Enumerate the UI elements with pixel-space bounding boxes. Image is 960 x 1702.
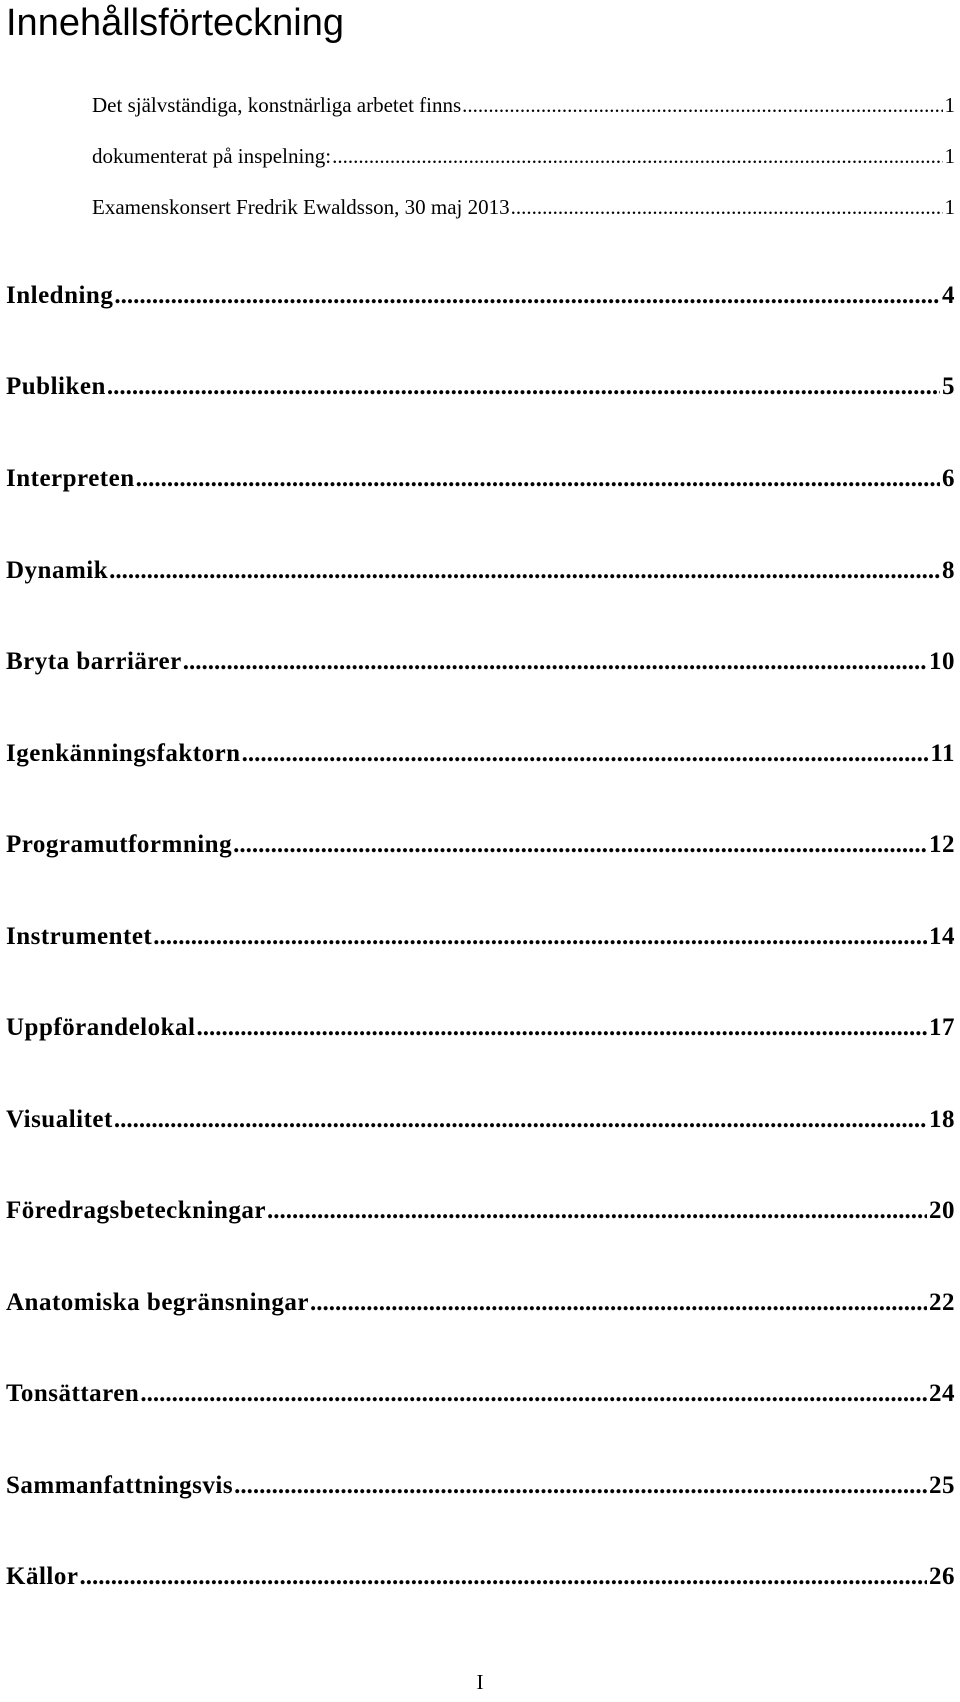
page-number: I: [476, 1670, 484, 1694]
toc-entry-title: Programutformning: [6, 831, 233, 858]
toc-entry-title: Igenkänningsfaktorn: [6, 740, 241, 767]
toc-entry-page: 14: [929, 923, 955, 950]
toc-entry[interactable]: [6, 921, 955, 953]
toc-dot-leader: [136, 463, 940, 495]
toc-dot-leader: [140, 1378, 927, 1410]
toc-dot-leader: [462, 91, 942, 119]
toc-entry-title: Uppförandelokal: [6, 1014, 196, 1041]
toc-entry[interactable]: [6, 1378, 955, 1410]
toc-entry-page: 22: [929, 1289, 955, 1316]
toc-entry-page: 17: [929, 1014, 955, 1041]
toc-entry[interactable]: [6, 371, 955, 403]
toc-entry[interactable]: [6, 738, 955, 770]
toc-dot-leader: [310, 1287, 927, 1319]
toc-heading: Innehållsförteckning: [6, 2, 344, 44]
toc-entry-title: Föredragsbeteckningar: [6, 1197, 267, 1224]
toc-entry-page: 4: [942, 282, 955, 309]
toc-dot-leader: [233, 829, 927, 861]
toc-dot-leader: [153, 921, 927, 953]
toc-entry-title: dokumenterat på inspelning:: [92, 144, 332, 168]
toc-entry[interactable]: [6, 1012, 955, 1044]
toc-entry-page: 20: [929, 1197, 955, 1224]
toc-entry-page: 26: [929, 1563, 955, 1590]
toc-dot-leader: [79, 1561, 927, 1593]
toc-dot-leader: [114, 1104, 927, 1136]
toc-entry-title: Instrumentet: [6, 923, 153, 950]
toc-entry-title: Examenskonsert Fredrik Ewaldsson, 30 maj 2013: [92, 195, 510, 219]
toc-entry-title: Visualitet: [6, 1106, 113, 1133]
toc-entry-title: Bryta barriärer: [6, 648, 182, 675]
toc-entry[interactable]: [6, 1195, 955, 1227]
toc-entry[interactable]: [6, 555, 955, 587]
toc-entry-page: 8: [942, 557, 955, 584]
toc-entry-title: Tonsättaren: [6, 1380, 140, 1407]
toc-entry[interactable]: [6, 1561, 955, 1593]
toc-entry[interactable]: [6, 646, 955, 678]
toc-entry-page: 24: [929, 1380, 955, 1407]
toc-dot-leader: [196, 1012, 927, 1044]
toc-entry-title: Anatomiska begränsningar: [6, 1289, 310, 1316]
toc-entry[interactable]: [6, 1104, 955, 1136]
toc-dot-leader: [267, 1195, 927, 1227]
toc-entry[interactable]: [6, 1470, 955, 1502]
toc-entry[interactable]: [6, 463, 955, 495]
toc-entry[interactable]: [6, 280, 955, 312]
toc-entry-title: Publiken: [6, 373, 106, 400]
toc-entry[interactable]: [92, 142, 955, 170]
toc-dot-leader: [109, 555, 940, 587]
toc-entry-page: 1: [944, 144, 955, 168]
toc-entry-page: 1: [944, 93, 955, 117]
toc-dot-leader: [234, 1470, 927, 1502]
toc-entry-page: 1: [944, 195, 955, 219]
toc-entry-page: 10: [929, 648, 955, 675]
toc-entry-title: Inledning: [6, 282, 114, 309]
toc-entry-title: Interpreten: [6, 465, 135, 492]
toc-entry-title: Sammanfattningsvis: [6, 1472, 234, 1499]
toc-entry-title: Dynamik: [6, 557, 109, 584]
toc-entry[interactable]: [92, 91, 955, 119]
toc-dot-leader: [183, 646, 927, 678]
toc-dot-leader: [242, 738, 929, 770]
toc-entry[interactable]: [92, 193, 955, 221]
toc-dot-leader: [511, 193, 943, 221]
toc-entry-page: 6: [942, 465, 955, 492]
toc-entry-page: 5: [942, 373, 955, 400]
toc-dot-leader: [332, 142, 942, 170]
toc-entry-page: 12: [929, 831, 955, 858]
toc-entry-page: 11: [930, 740, 955, 767]
toc-entry[interactable]: [6, 1287, 955, 1319]
toc-entry-title: Det självständiga, konstnärliga arbetet finns: [92, 93, 462, 117]
toc-entry-title: Källor: [6, 1563, 79, 1590]
toc-dot-leader: [114, 280, 940, 312]
toc-entry-page: 25: [929, 1472, 955, 1499]
toc-dot-leader: [107, 371, 940, 403]
toc-entry-page: 18: [929, 1106, 955, 1133]
toc-entry[interactable]: [6, 829, 955, 861]
